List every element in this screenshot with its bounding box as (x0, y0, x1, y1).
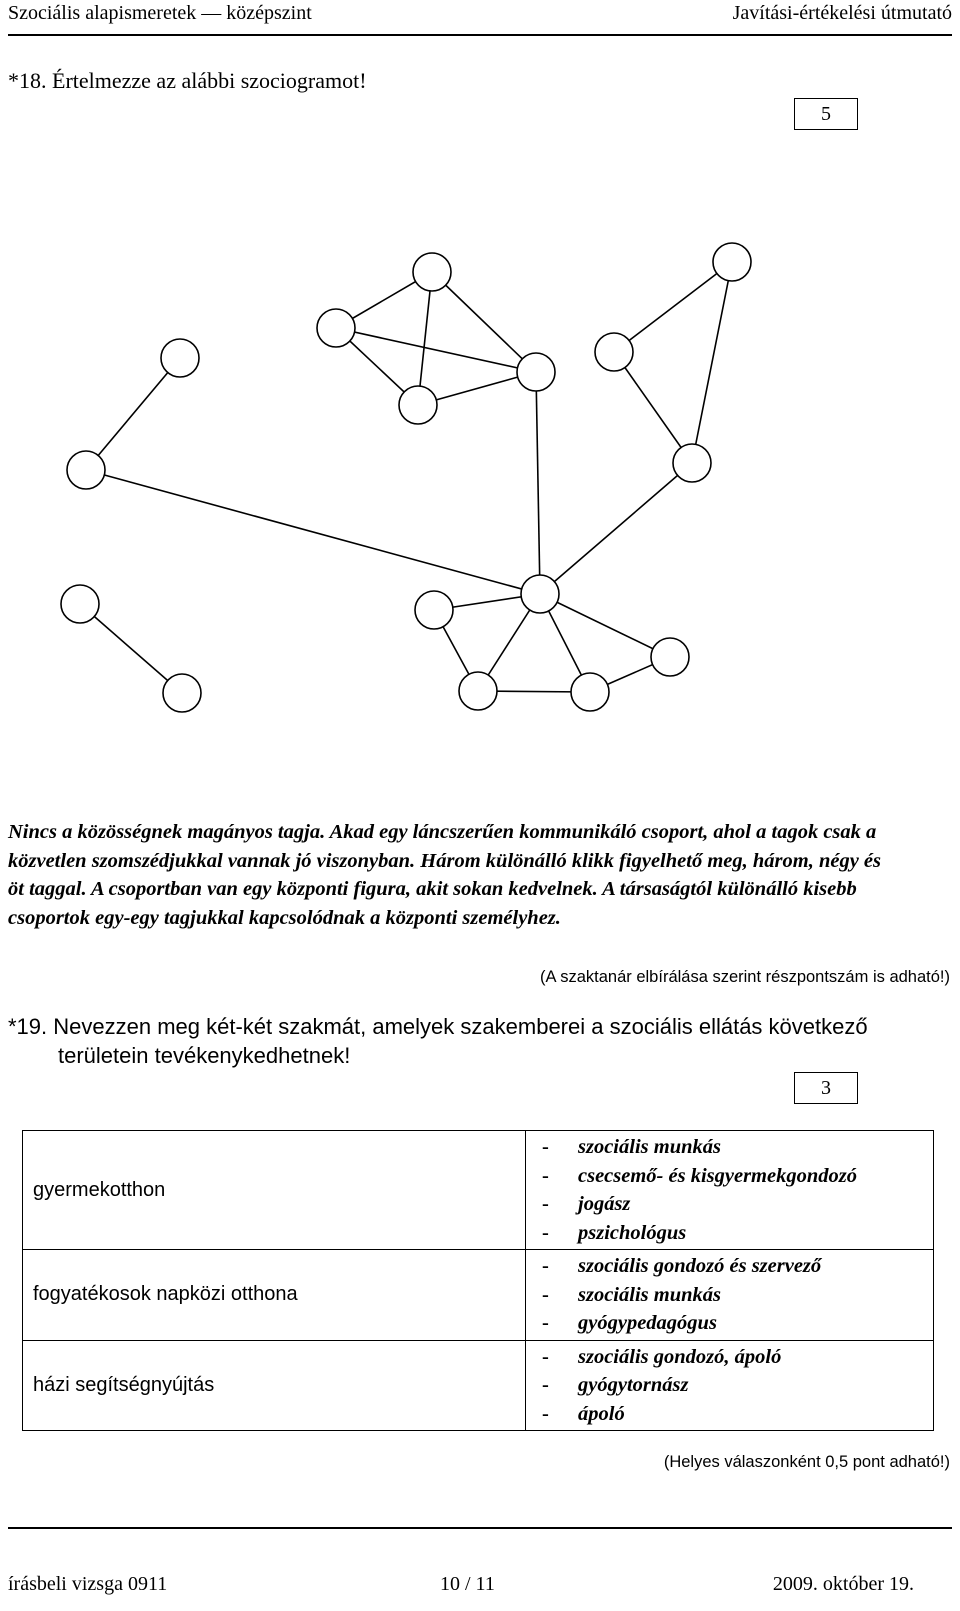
edge (614, 262, 732, 352)
node (713, 243, 751, 281)
question-18-title: *18. Értelmezze az alábbi szociogramot! (8, 68, 367, 93)
edge (540, 463, 692, 594)
edge (80, 604, 182, 693)
edge (86, 470, 540, 594)
list-item: - szociális munkás (542, 1283, 721, 1306)
table-row (23, 1250, 934, 1341)
question-19-line-1: *19. Nevezzen meg két-két szakmát, amelyek szakemberei a szociális ellátás következő (8, 1014, 868, 1039)
table-row (23, 1131, 934, 1250)
footer-divider (8, 1527, 952, 1529)
list-item: - szociális gondozó és szervező (542, 1255, 822, 1277)
node (317, 309, 355, 347)
node (673, 444, 711, 482)
question-19-line-2: területein tevékenykedhetnek! (58, 1043, 351, 1068)
header-title: Szociális alapismeretek — középszint (8, 2, 312, 24)
professions-cell (526, 1131, 934, 1250)
question-19-scoring-note: (Helyes válaszonként 0,5 pont adható!) (663, 1453, 950, 1471)
node (163, 674, 201, 712)
field-cell: gyermekotthon (23, 1131, 526, 1250)
footer-date: 2009. október 19. (772, 1573, 914, 1595)
professions-cell (526, 1250, 934, 1341)
table-row (23, 1340, 934, 1431)
node (571, 673, 609, 711)
edge (614, 352, 692, 463)
edge (540, 594, 670, 657)
list-item: - szociális munkás (542, 1136, 721, 1158)
node (651, 638, 689, 676)
question-19-score-box: 3 (794, 1072, 858, 1104)
list-item: - gyógypedagógus (542, 1312, 717, 1334)
header-guide-title: Javítási-értékelési útmutató (732, 2, 952, 24)
edge (432, 272, 536, 372)
list-item: - szociális gondozó, ápoló (542, 1345, 782, 1368)
footer-exam-code: írásbeli vizsga 0911 (8, 1573, 168, 1595)
node (415, 591, 453, 629)
node (595, 333, 633, 371)
question-18-answer: Nincs a közösségnek magányos tagja. Akad egy láncszerűen kommunikáló csoport, ahol a tagok csak a közvetlen szomszédjukkal vannak jó viszonyban. Három különálló klikk figyelhető meg, három, négy és öt taggal. A csoportban van egy központi figura, akit sokan kedvelnek. A társaságtól különálló kisebb csoportok egy-egy tagjukkal kapcsolódnak a központi személyhez. (8, 821, 881, 929)
question-18-scoring-note: (A szaktanár elbírálása szerint részpontszám is adható!) (540, 968, 950, 986)
node (67, 451, 105, 489)
professions-cell (526, 1340, 934, 1431)
edge (418, 272, 432, 405)
edge (692, 262, 732, 463)
question-19-title (8, 1012, 868, 1070)
list-item: - csecsemő- és kisgyermekgondozó (542, 1164, 857, 1187)
list-item: - gyógytornász (542, 1374, 689, 1396)
edge (536, 372, 540, 594)
node (459, 672, 497, 710)
footer-page-number: 10 / 11 (440, 1573, 495, 1595)
list-item: - pszichológus (542, 1221, 687, 1244)
sociogram-diagram (0, 0, 960, 790)
edge (86, 358, 180, 470)
list-item: - jogász (542, 1193, 631, 1215)
field-cell: házi segítségnyújtás (23, 1340, 526, 1431)
node (61, 585, 99, 623)
node (161, 339, 199, 377)
node (413, 253, 451, 291)
central-node (521, 575, 559, 613)
node (399, 386, 437, 424)
answer-table (22, 1130, 934, 1431)
edge (336, 328, 536, 372)
node (517, 353, 555, 391)
list-item: - ápoló (542, 1402, 625, 1425)
question-18-score-box: 5 (794, 98, 858, 130)
field-cell: fogyatékosok napközi otthona (23, 1250, 526, 1341)
